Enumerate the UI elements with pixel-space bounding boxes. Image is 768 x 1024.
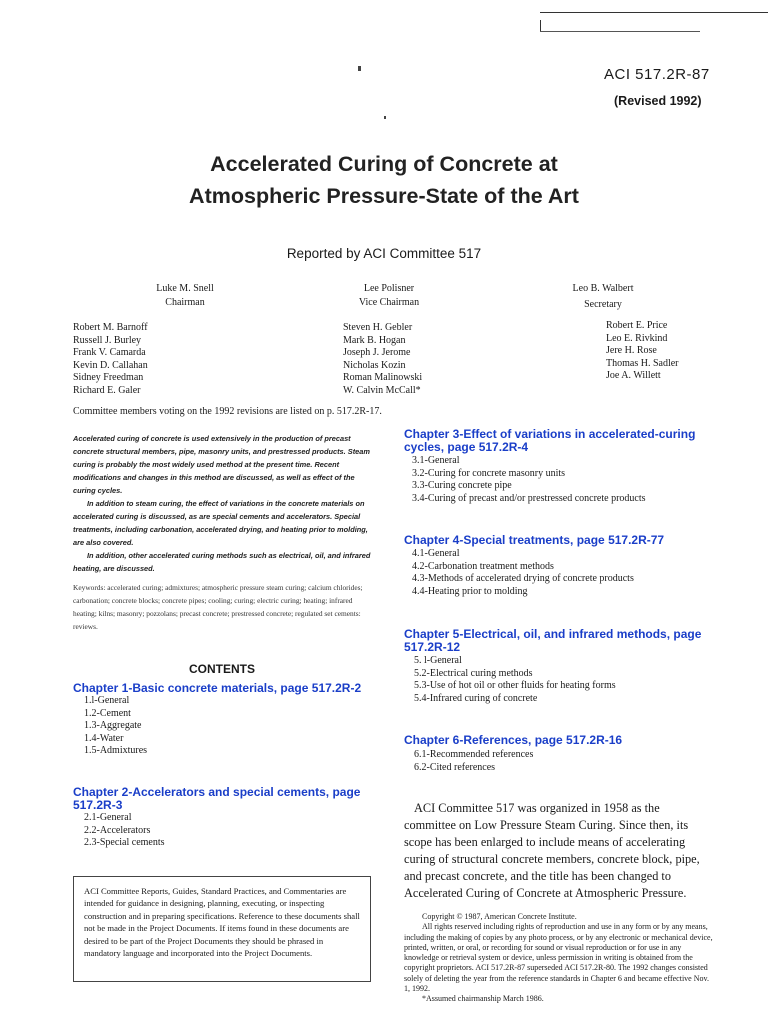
toc-item[interactable]: 2.1-General <box>84 812 132 823</box>
toc-chapter-6-items <box>414 749 533 774</box>
officer-secretary <box>538 282 668 312</box>
member-name: Leo E. Rivkind <box>606 332 668 344</box>
toc-item[interactable]: 3.3-Curing concrete pipe <box>412 480 512 492</box>
member-name: Mark B. Hogan <box>343 334 406 346</box>
copyright-footnote <box>404 912 714 1005</box>
toc-chapter-1-title[interactable]: Chapter 1-Basic concrete materials, page 517.2R-2 <box>73 681 362 695</box>
toc-item[interactable]: 3.2-Curing for concrete masonry units <box>412 467 566 479</box>
officer-role: Vice Chairman <box>358 297 420 308</box>
abstract <box>73 432 371 575</box>
toc-item[interactable]: 1.4-Water <box>84 732 124 744</box>
document-title <box>0 148 768 212</box>
toc-item[interactable]: 4.1-General <box>412 548 460 559</box>
contents-heading: CONTENTS <box>189 662 255 676</box>
member-name: Joseph J. Jerome <box>343 347 411 359</box>
officer-chairman <box>120 282 250 310</box>
document-id: ACI 517.2R-87 <box>604 66 710 83</box>
toc-chapter-3-title[interactable]: Chapter 3-Effect of variations in accelerated-curing cycles, page 517.2R-4 <box>404 427 696 454</box>
title-line-1: Accelerated Curing of Concrete at <box>210 152 558 176</box>
toc-item[interactable]: 2.2-Accelerators <box>84 824 151 836</box>
abstract-paragraph: Accelerated curing of concrete is used extensively in the production of precast concrete structural members, pipe, masonry units, and prestressed products. Steam curing is probably the most widely used method at the present time. Recent modifications and changes in this method are discussed, as well as effect of the curing cycles. <box>73 434 370 495</box>
member-list-col2 <box>343 322 422 398</box>
officer-name: Lee Polisner <box>363 283 415 294</box>
member-name: Roman Malinowski <box>343 372 423 384</box>
member-name: Frank V. Camarda <box>73 347 146 359</box>
toc-chapter-2-items <box>84 812 165 850</box>
officer-name: Leo B. Walbert <box>572 283 634 294</box>
aci-notice-box: ACI Committee Reports, Guides, Standard Practices, and Commentaries are intended for guidance in designing, planning, executing, or inspecting construction and in preparing specifications. Reference to these documents shall not be made in the Project Documents. If items found in these documents are desired to be part of the Project Documents they should be phrased in mandatory language and incorporated into the Project Documents. <box>73 876 371 982</box>
officer-role: Chairman <box>165 297 205 308</box>
copyright-rights: All rights reserved including rights of reproduction and use in any form or by any means, including the making of copies by any photo process, or by any electronic or mechanical device, printed, written, or oral, or recording for sound or visual reproduction or for use in any knowledge or retrieval system or device, unless permission in writing is obtained from the copyright proprietors. ACI 517.2R-87 superseded ACI 517.2R-80. The 1992 changes consisted solely of deleting the year from the reference standards in Chapter 6 and became effective Nov. 1, 1992. <box>404 922 713 994</box>
member-name: Sidney Freedman <box>73 372 144 384</box>
toc-item[interactable]: 3.1-General <box>412 455 460 466</box>
toc-item[interactable]: 1.2-Cement <box>84 707 131 719</box>
member-name: Robert M. Barnoff <box>73 322 148 333</box>
toc-item[interactable]: 2.3-Special cements <box>84 837 165 849</box>
toc-chapter-3-items <box>412 455 646 505</box>
toc-chapter-4-title[interactable]: Chapter 4-Special treatments, page 517.2R-77 <box>404 533 665 547</box>
toc-item[interactable]: 5.4-Infrared curing of concrete <box>414 692 538 704</box>
toc-chapter-5-title[interactable]: Chapter 5-Electrical, oil, and infrared methods, page 517.2R-12 <box>404 627 702 654</box>
toc-chapter-4-items <box>412 548 634 598</box>
toc-item[interactable]: 4.3-Methods of accelerated drying of concrete products <box>412 573 634 585</box>
toc-item[interactable]: 4.2-Carbonation treatment methods <box>412 560 554 572</box>
scan-speck <box>358 66 361 71</box>
member-name: Jere H. Rose <box>606 345 657 357</box>
member-name: Thomas H. Sadler <box>606 357 679 369</box>
revised-note: (Revised 1992) <box>614 94 702 108</box>
toc-item[interactable]: 5.2-Electrical curing methods <box>414 667 533 679</box>
toc-item[interactable]: 1.3-Aggregate <box>84 720 142 732</box>
scan-rule <box>540 31 700 32</box>
scan-rule <box>540 12 768 13</box>
member-name: Joe A. Willett <box>606 370 661 382</box>
toc-item[interactable]: 6.2-Cited references <box>414 761 496 773</box>
toc-item[interactable]: 6.1-Recommended references <box>414 749 534 760</box>
abstract-paragraph: In addition, other accelerated curing methods such as electrical, oil, and infrared heating, are discussed. <box>73 551 371 573</box>
member-name: Richard E. Galer <box>73 384 141 396</box>
member-name: W. Calvin McCall* <box>343 384 421 396</box>
toc-chapter-6-title[interactable]: Chapter 6-References, page 517.2R-16 <box>404 733 623 747</box>
toc-chapter-2-title[interactable]: Chapter 2-Accelerators and special cements, page 517.2R-3 <box>73 785 361 812</box>
copyright-line: Copyright © 1987, American Concrete Institute. <box>422 912 577 921</box>
officer-vice-chairman <box>324 282 454 310</box>
toc-item[interactable]: 1.l-General <box>84 695 130 706</box>
toc-chapter-1-items <box>84 695 147 758</box>
toc-item[interactable]: 3.4-Curing of precast and/or prestressed concrete products <box>412 492 646 504</box>
officer-name: Luke M. Snell <box>156 283 214 294</box>
scan-speck <box>384 116 386 119</box>
toc-item[interactable]: 4.4-Heating prior to molding <box>412 585 528 597</box>
chairmanship-footnote: *Assumed chairmanship March 1986. <box>422 994 544 1004</box>
member-list-col3 <box>606 320 679 383</box>
member-name: Russell J. Burley <box>73 334 142 346</box>
member-name: Kevin D. Callahan <box>73 359 148 371</box>
member-list-col1 <box>73 322 148 398</box>
toc-item[interactable]: 5. l-General <box>414 655 462 666</box>
abstract-paragraph: In addition to steam curing, the effect of variations in the concrete materials on accelerated curing is discussed, as are special cements and accelerators. Special treatments, including carbonation, accelerated drying, and heating prior to molding, are also covered. <box>73 499 368 547</box>
toc-item[interactable]: 1.5-Admixtures <box>84 745 148 757</box>
keywords: Keywords: accelerated curing; admixtures; atmospheric pressure steam curing; calcium chlorides; carbonation; concrete blocks; concrete pipes; cooling; curing; electric curing; heating; infrared heating; kilns; masonry; pozzolans; precast concrete; prestressed concrete; regulated set cements: reviews. <box>73 583 363 631</box>
toc-chapter-5-items <box>414 655 616 705</box>
toc-item[interactable]: 5.3-Use of hot oil or other fluids for heating forms <box>414 680 616 692</box>
title-line-2: Atmospheric Pressure-State of the Art <box>189 184 579 208</box>
member-name: Steven H. Gebler <box>343 322 413 333</box>
reported-by: Reported by ACI Committee 517 <box>286 246 482 261</box>
voting-note: Committee members voting on the 1992 revisions are listed on p. 517.2R-17. <box>73 406 382 417</box>
member-name: Robert E. Price <box>606 320 668 331</box>
intro-paragraph: ACI Committee 517 was organized in 1958 as the committee on Low Pressure Steam Curing. Since then, its scope has been enlarged to include means of accelerating curing of structural concrete members, concrete block, pipe, and precast concrete, and the title has been changed to Accelerated Curing of Concrete at Atmospheric Pressure. <box>404 801 700 900</box>
officer-role: Secretary <box>584 299 622 310</box>
member-name: Nicholas Kozin <box>343 359 406 371</box>
